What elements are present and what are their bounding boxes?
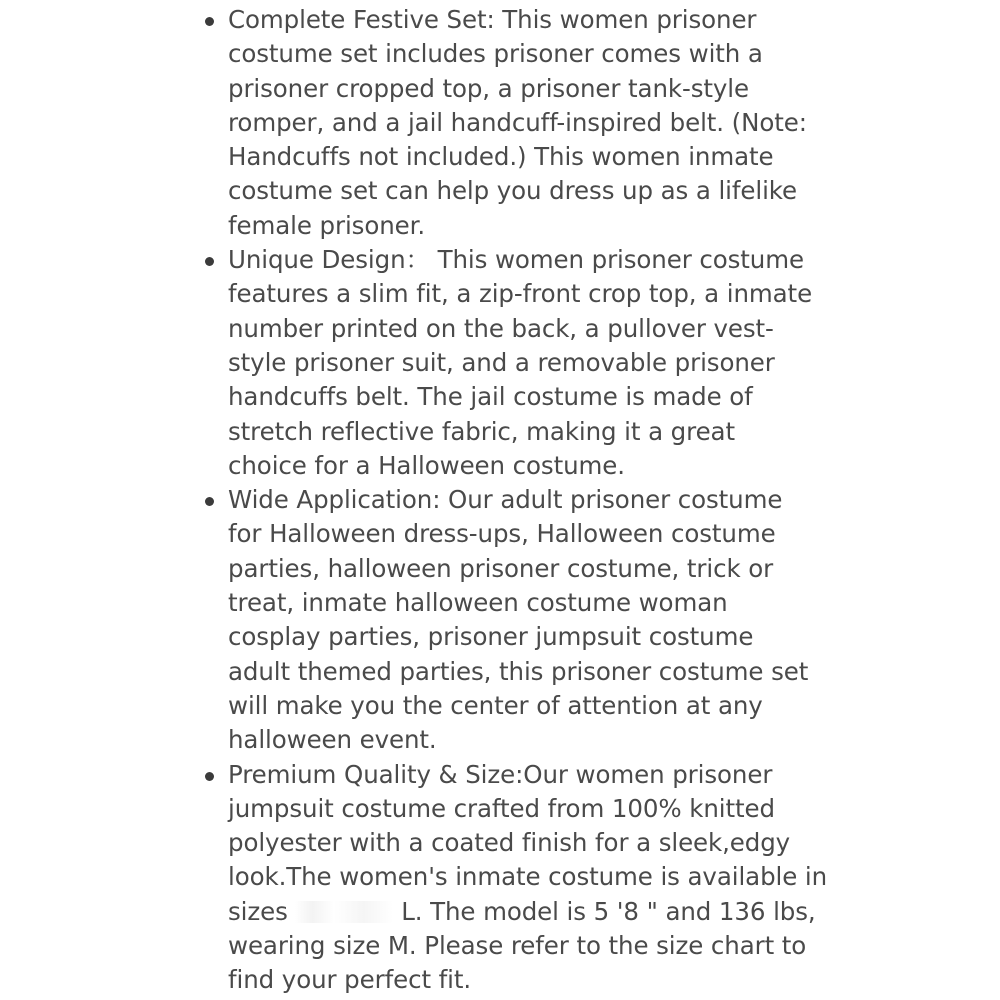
text-line: style prisoner suit, and a removable prisoner xyxy=(228,347,775,377)
text-line: parties, halloween prisoner costume, trick or xyxy=(228,553,774,583)
text-line: will make you the center of attention at any xyxy=(228,690,763,720)
sizes-prefix: sizes xyxy=(228,896,288,926)
text-line: treat, inmate halloween costume woman xyxy=(228,588,728,618)
text-line: adult themed parties, this prisoner costume set xyxy=(228,656,809,686)
text-line: female prisoner. xyxy=(228,210,426,240)
bullet-dot-icon xyxy=(205,257,214,266)
bullet-text xyxy=(228,758,985,998)
bullet-item-unique-design xyxy=(205,243,985,483)
bullet-text xyxy=(228,3,985,243)
bullet-item-wide-application xyxy=(205,483,985,757)
text-line: costume set can help you dress up as a lifelike xyxy=(228,176,797,206)
text-line: Handcuffs not included.) This women inmate xyxy=(228,142,774,172)
redacted-sizes-area xyxy=(295,901,393,923)
bullet-item-premium-quality-size xyxy=(205,758,985,998)
text-line: find your perfect fit. xyxy=(228,965,472,995)
text-line: romper, and a jail handcuff-inspired belt. (Note: xyxy=(228,107,807,137)
bullet-dot-icon xyxy=(205,17,214,26)
bullet-item-complete-festive-set xyxy=(205,3,985,243)
text-line: look.The women's inmate costume is available in xyxy=(228,862,828,892)
text-line: for Halloween dress-ups, Halloween costume xyxy=(228,519,776,549)
text-line: wearing size M. Please refer to the size chart to xyxy=(228,931,807,961)
product-description xyxy=(205,3,985,998)
text-line-sizes xyxy=(228,895,985,929)
text-line: prisoner cropped top, a prisoner tank-style xyxy=(228,73,749,103)
text-line: features a slim fit, a zip-front crop top, a inmate xyxy=(228,279,813,309)
text-line: Complete Festive Set: This women prisoner xyxy=(228,5,757,34)
feature-bullet-list xyxy=(205,3,985,998)
text-line: halloween event. xyxy=(228,725,437,755)
text-line: polyester with a coated finish for a sleek,edgy xyxy=(228,828,791,858)
bullet-text xyxy=(228,243,985,483)
bullet-text xyxy=(228,483,985,757)
text-line: cosplay parties, prisoner jumpsuit costume xyxy=(228,622,754,652)
bullet-dot-icon xyxy=(205,497,214,506)
bullet-dot-icon xyxy=(205,772,214,781)
text-line: Unique Design： This women prisoner costume xyxy=(228,245,804,275)
text-line: stretch reflective fabric, making it a great xyxy=(228,416,735,446)
text-line: number printed on the back, a pullover vest- xyxy=(228,313,774,343)
text-line: costume set includes prisoner comes with a xyxy=(228,39,763,69)
text-line: Premium Quality & Size:Our women prisoner xyxy=(228,759,773,789)
text-line: choice for a Halloween costume. xyxy=(228,450,625,480)
text-line: Wide Application: Our adult prisoner costume xyxy=(228,485,783,515)
text-line: jumpsuit costume crafted from 100% knitted xyxy=(228,793,775,823)
sizes-suffix: L. The model is 5 '8 " and 136 lbs, xyxy=(401,896,816,926)
text-line: handcuffs belt. The jail costume is made of xyxy=(228,382,753,412)
